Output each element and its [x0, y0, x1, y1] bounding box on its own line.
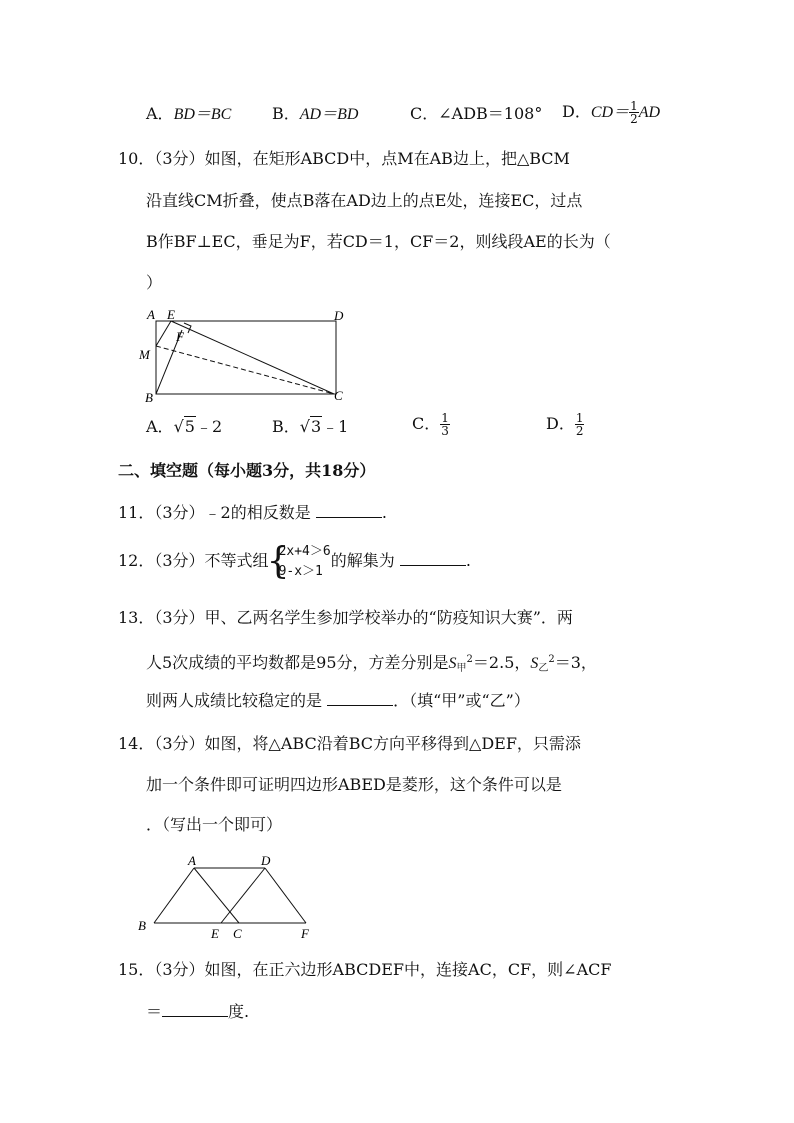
q12: 12．（3分）不等式组 { 2x+4＞6 9-x＞1 的解集为 .: [118, 541, 471, 582]
q9-option-d-line: [562, 100, 660, 125]
q14-line3: ．（写出一个即可）: [146, 815, 283, 834]
q10-rectangle-figure: [136, 304, 356, 404]
q14-line1: 14．（3分）如图，将△ABC沿着BC方向平移得到△DEF，只需添: [118, 734, 581, 753]
q9-option-c-line: [410, 103, 542, 125]
q10-line3: B作BF⊥EC，垂足为F，若CD＝1，CF＝2，则线段AE的长为（: [146, 232, 611, 251]
q13-number: 13．: [118, 608, 155, 627]
label-f: F: [301, 926, 309, 941]
segment-ba: [154, 868, 194, 923]
label-a: A: [147, 307, 155, 322]
q10-option-d: D． $\frac{1}{2}$: [546, 411, 584, 438]
q15-line2: ＝ 度.: [146, 1002, 250, 1021]
label-b: B: [138, 918, 146, 933]
label-f: F: [176, 329, 184, 344]
label-d: D: [334, 308, 344, 323]
q9-option-a: BD＝BC: [173, 106, 232, 123]
answer-blank: [400, 551, 466, 566]
answer-blank: [316, 503, 382, 518]
q9-option-d-label: D．: [562, 102, 591, 121]
answer-blank: [327, 691, 393, 706]
q9-option-b-line: [272, 103, 358, 126]
q13-line2: 人5次成绩的平均数都是95分，方差分别是$S_甲^2=2.5$，$S_乙^2=3$，: [146, 653, 597, 674]
q10-option-c: C． $\frac{1}{3}$: [412, 411, 449, 438]
q9-option-c: ∠ADB＝108°: [438, 104, 543, 123]
q9-option-d-post: AD: [638, 104, 661, 121]
q14-number: 14．: [118, 734, 155, 753]
q10-line4: ）: [146, 273, 163, 292]
q9-options: [146, 103, 231, 126]
q14-line2: 加一个条件即可证明四边形ABED是菱形，这个条件可以是: [146, 775, 562, 794]
sqrt-symbol: √3: [299, 417, 322, 436]
section-title: 二、填空题（每小题3分，共18分）: [118, 461, 376, 480]
q9-option-d-pre: CD＝: [590, 104, 630, 121]
q10-option-a: A．√5﹣2: [146, 417, 223, 436]
q10-option-b: B．√3﹣1: [272, 417, 349, 436]
q15-line1: 15．（3分）如图，在正六边形ABCDEF中，连接AC，CF，则∠ACF: [118, 960, 612, 979]
q13-line1: 13．（3分）甲、乙两名学生参加学校举办的“防疫知识大赛”．两: [118, 608, 573, 627]
segment-ec: [171, 321, 334, 394]
segment-me: [156, 321, 171, 346]
label-e: E: [167, 307, 175, 322]
q10-score: （3分）: [154, 149, 205, 168]
q15-number: 15．: [118, 960, 155, 979]
label-c: C: [233, 926, 242, 941]
q9-option-b-label: B．: [272, 104, 300, 123]
label-e: E: [211, 926, 219, 941]
label-a: A: [188, 853, 196, 868]
label-d: D: [261, 853, 271, 868]
q12-number: 12．: [118, 551, 155, 570]
q10-line1: [118, 148, 570, 170]
q9-option-c-label: C．: [410, 104, 439, 123]
q11: 11．（3分）﹣2的相反数是 .: [118, 503, 387, 522]
answer-blank: [162, 1002, 228, 1017]
q14-translation-figure: [134, 850, 324, 945]
q10-number: 10．: [118, 149, 155, 168]
inequality-system: { 2x+4＞6 9-x＞1: [269, 542, 331, 582]
q9-option-b: AD＝BD: [299, 106, 359, 123]
segment-mc-dashed: [156, 346, 334, 394]
q10-text-1: 如图，在矩形ABCD中，点M在AB边上，把△BCM: [204, 149, 570, 168]
segment-df: [265, 868, 306, 923]
label-c: C: [334, 388, 343, 403]
sqrt-symbol: √5: [173, 417, 195, 436]
q9-option-a-label: A．: [146, 104, 174, 123]
label-b: B: [145, 390, 153, 404]
label-m: M: [139, 347, 150, 362]
segment-de: [221, 868, 265, 923]
q13-line3: 则两人成绩比较稳定的是 ．（填“甲”或“乙”）: [146, 691, 530, 710]
segment-ac: [194, 868, 239, 923]
q11-number: 11．: [118, 503, 155, 522]
q9-option-d-fraction: $\frac{1}{2}$: [630, 99, 638, 126]
q10-line2: 沿直线CM折叠，使点B落在AD边上的点E处，连接EC，过点: [146, 191, 583, 210]
